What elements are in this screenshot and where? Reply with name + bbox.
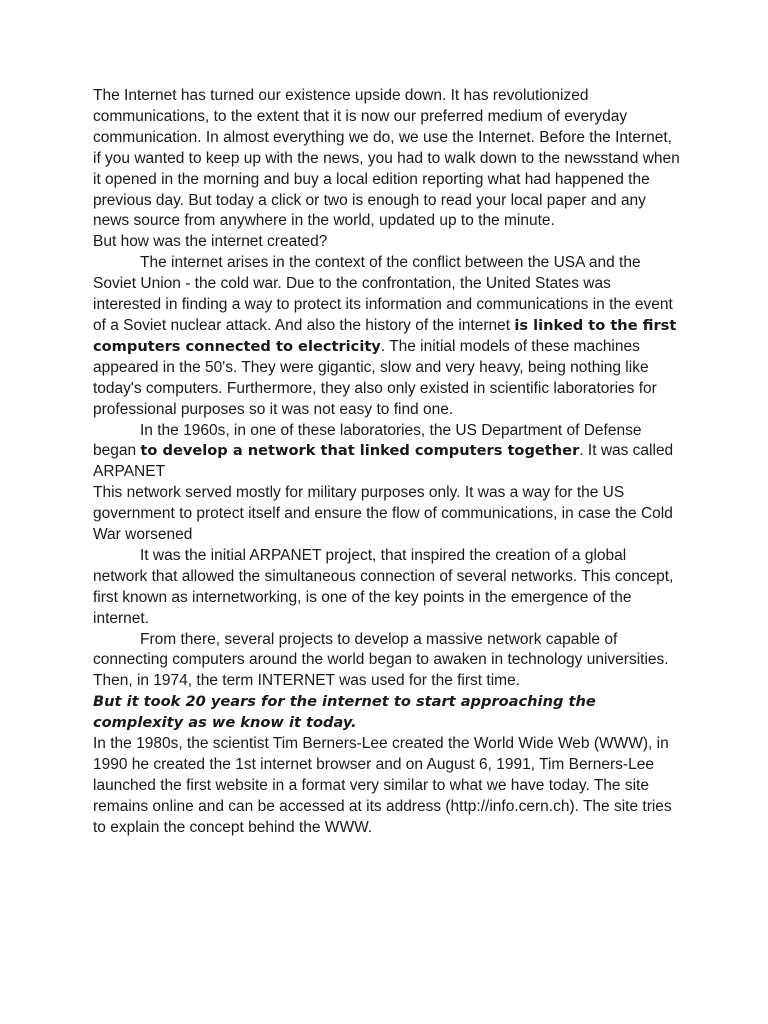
text-span: It was the initial ARPANET project, that inspired the creation of a global network that allowed the simultaneous connection of several networks. This concept, first known as internetworking, is one of the key points in the emergence of the internet. xyxy=(93,546,674,627)
text-span: In the 1960s, in one of these laboratories, the US Department of Defense began xyxy=(93,421,642,460)
paragraph-arpanet xyxy=(93,546,683,630)
bold-text-span: to develop a network that linked computers together xyxy=(140,442,580,460)
text-span: From there, several projects to develop a massive network capable of connecting computers around the world began to awaken in technology universities. xyxy=(93,630,669,669)
text-span: The Internet has turned our existence upside down. It has revolutionized communications, to the extent that it is now our preferred medium of everyday communication. In almost everything we do, we use the Internet. Before the Internet, if you wanted to keep up with the news, you had to walk down to the newsstand when it opened in the morning and buy a local edition reporting what had happened the previous day. But today a click or two is enough to read your local paper and any news source from anywhere in the world, updated up to the minute. xyxy=(93,87,680,230)
paragraph-www xyxy=(93,734,683,839)
paragraph-question xyxy=(93,232,683,253)
paragraph-intro xyxy=(93,86,683,232)
bold-text-span: is linked to the first computers connected to electricity xyxy=(93,316,677,355)
text-span: Then, in 1974, the term INTERNET was used for the first time. xyxy=(93,672,520,690)
text-span: This network served mostly for military purposes only. It was a way for the US government to protect itself and ensure the flow of communications, in case the Cold War worsened xyxy=(93,484,673,544)
text-span: But how was the internet created? xyxy=(93,233,328,251)
document-body xyxy=(93,86,683,839)
text-span: The internet arises in the context of the conflict between the USA and the Soviet Union - the cold war. Due to the confrontation, the United States was interested in finding a way to protect its information and communications in the event of a Soviet nuclear attack. And also the history of the internet xyxy=(93,254,673,334)
paragraph-1960s xyxy=(93,421,683,484)
text-span: . The initial models of these machines appeared in the 50's. They were gigantic, slow and very heavy, being nothing like today's computers. Furthermore, they also only existed in scientific laboratories for professional purposes so it was not easy to find one. xyxy=(93,337,657,418)
paragraph-cold-war xyxy=(93,253,683,420)
paragraph-projects xyxy=(93,630,683,672)
paragraph-1974 xyxy=(93,671,683,692)
text-span: In the 1980s, the scientist Tim Berners-Lee created the World Wide Web (WWW), in 1990 he created the 1st internet browser and on August 6, 1991, Tim Berners-Lee launched the first website in a format very similar to what we have today. The site remains online and can be accessed at its address (http://info.cern.ch). The site tries to explain the concept behind the WWW. xyxy=(93,735,672,836)
text-span: . It was called ARPANET xyxy=(93,442,674,481)
paragraph-20-years xyxy=(93,692,683,734)
bold-italic-text-span: But it took 20 years for the internet to start approaching the complexity as we know it today. xyxy=(93,693,596,732)
paragraph-military xyxy=(93,483,683,546)
